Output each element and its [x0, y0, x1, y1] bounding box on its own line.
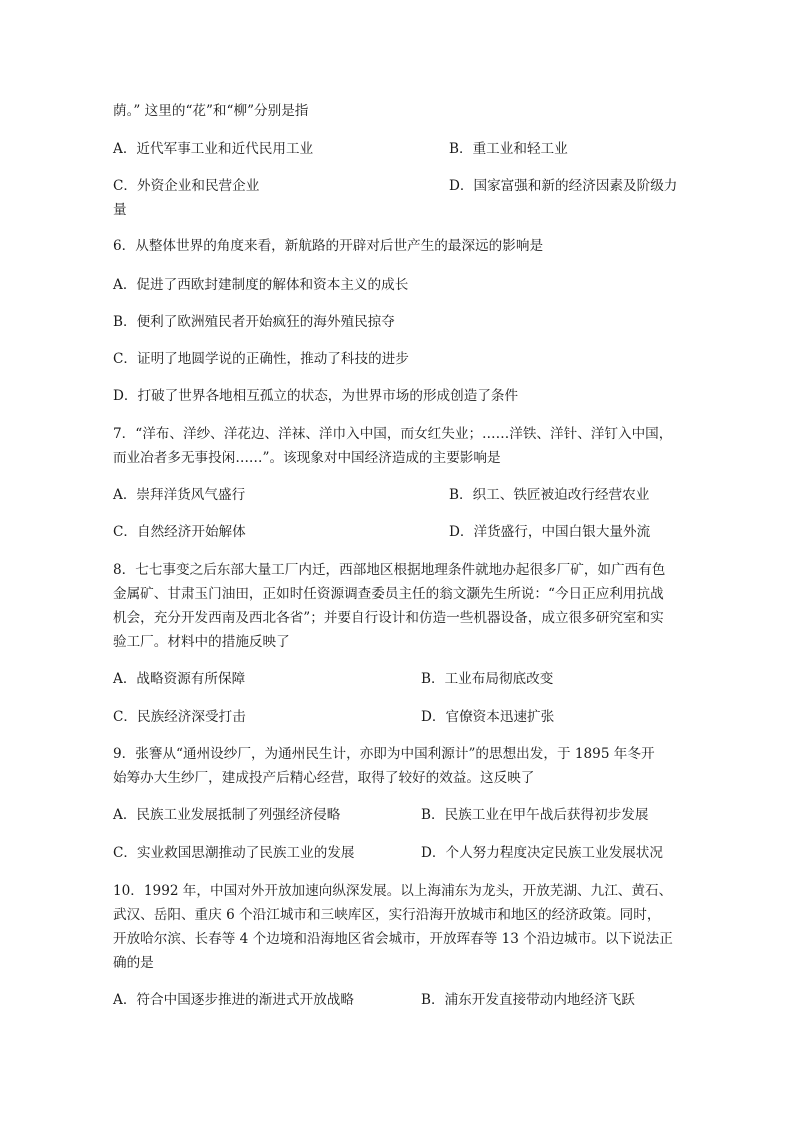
q5-option-b: B．重工业和轻工业	[449, 141, 568, 157]
q8-option-a: A．战略资源有所保障	[113, 671, 246, 687]
q5-option-c: C．外资企业和民营企业	[113, 178, 260, 194]
q5-option-d: D．国家富强和新的经济因素及阶级力	[449, 178, 678, 194]
q6-option-d: D．打破了世界各地相互孤立的状态，为世界市场的形成创造了条件	[113, 388, 519, 404]
q10-stem-line-3: 开放哈尔滨、长春等 4 个边境和沿海地区省会城市，开放珲春等 13 个沿边城市。以下说法正	[113, 931, 673, 947]
q6-option-a: A．促进了西欧封建制度的解体和资本主义的成长	[113, 277, 409, 293]
q8-stem-line-4: 验工厂。材料中的措施反映了	[113, 634, 290, 650]
q9-option-a: A．民族工业发展抵制了列强经济侵略	[113, 807, 341, 823]
q7-option-c: C．自然经济开始解体	[113, 524, 246, 540]
q7-stem-line-2: 而业冶者多无事投闲……”。该现象对中国经济造成的主要影响是	[113, 450, 501, 466]
q7-option-d: D．洋货盛行，中国白银大量外流	[449, 524, 651, 540]
q8-option-b: B．工业布局彻底改变	[421, 671, 554, 687]
q10-option-b: B．浦东开发直接带动内地经济飞跃	[421, 992, 635, 1008]
q6-stem: 6．从整体世界的角度来看，新航路的开辟对后世产生的最深远的影响是	[113, 238, 544, 254]
q9-option-d: D．个人努力程度决定民族工业发展状况	[421, 845, 663, 861]
q5-option-d-continued: 量	[113, 202, 127, 218]
q9-option-b: B．民族工业在甲午战后获得初步发展	[421, 807, 649, 823]
q7-option-a: A．崇拜洋货风气盛行	[113, 487, 246, 503]
q8-stem-line-1: 8．七七事变之后东部大量工厂内迁，西部地区根据地理条件就地办起很多厂矿，如广西有色	[113, 562, 666, 578]
q8-stem-line-3: 机会，充分开发西南及西北各省”；并要自行设计和仿造一些机器设备，成立很多研究室和实	[113, 610, 664, 626]
q10-stem-line-1: 10．1992 年，中国对外开放加速向纵深发展。以上海浦东为龙头，开放芜湖、九江、黄石、	[113, 883, 673, 899]
q8-option-d: D．官僚资本迅速扩张	[421, 709, 555, 725]
q7-option-b: B．织工、铁匠被迫改行经营农业	[449, 487, 650, 503]
q9-stem-line-1: 9．张謇从“通州设纱厂，为通州民生计，亦即为中国利源计”的思想出发，于 1895 年冬开	[113, 746, 655, 762]
q9-option-c: C．实业救国思潮推动了民族工业的发展	[113, 845, 355, 861]
q5-stem-tail: 荫。” 这里的“花”和“柳”分别是指	[113, 103, 309, 119]
q6-option-c: C．证明了地圆学说的正确性，推动了科技的进步	[113, 351, 409, 367]
q10-option-a: A．符合中国逐步推进的渐进式开放战略	[113, 992, 354, 1008]
q9-stem-line-2: 始筹办大生纱厂，建成投产后精心经营，取得了较好的效益。这反映了	[113, 770, 535, 786]
q6-option-b: B．便利了欧洲殖民者开始疯狂的海外殖民掠夺	[113, 314, 395, 330]
q10-stem-line-4: 确的是	[113, 955, 154, 971]
q8-stem-line-2: 金属矿、甘肃玉门油田，正如时任资源调查委员主任的翁文灏先生所说：“今日正应利用抗战	[113, 586, 664, 602]
q10-stem-line-2: 武汉、岳阳、重庆 6 个沿江城市和三峡库区，实行沿海开放城市和地区的经济政策。同时，	[113, 907, 661, 923]
q7-stem-line-1: 7．“洋布、洋纱、洋花边、洋袜、洋巾入中国，而女红失业；……洋铁、洋针、洋钉入中国，	[113, 426, 673, 442]
q5-option-a: A．近代军事工业和近代民用工业	[113, 141, 314, 157]
q8-option-c: C．民族经济深受打击	[113, 709, 246, 725]
